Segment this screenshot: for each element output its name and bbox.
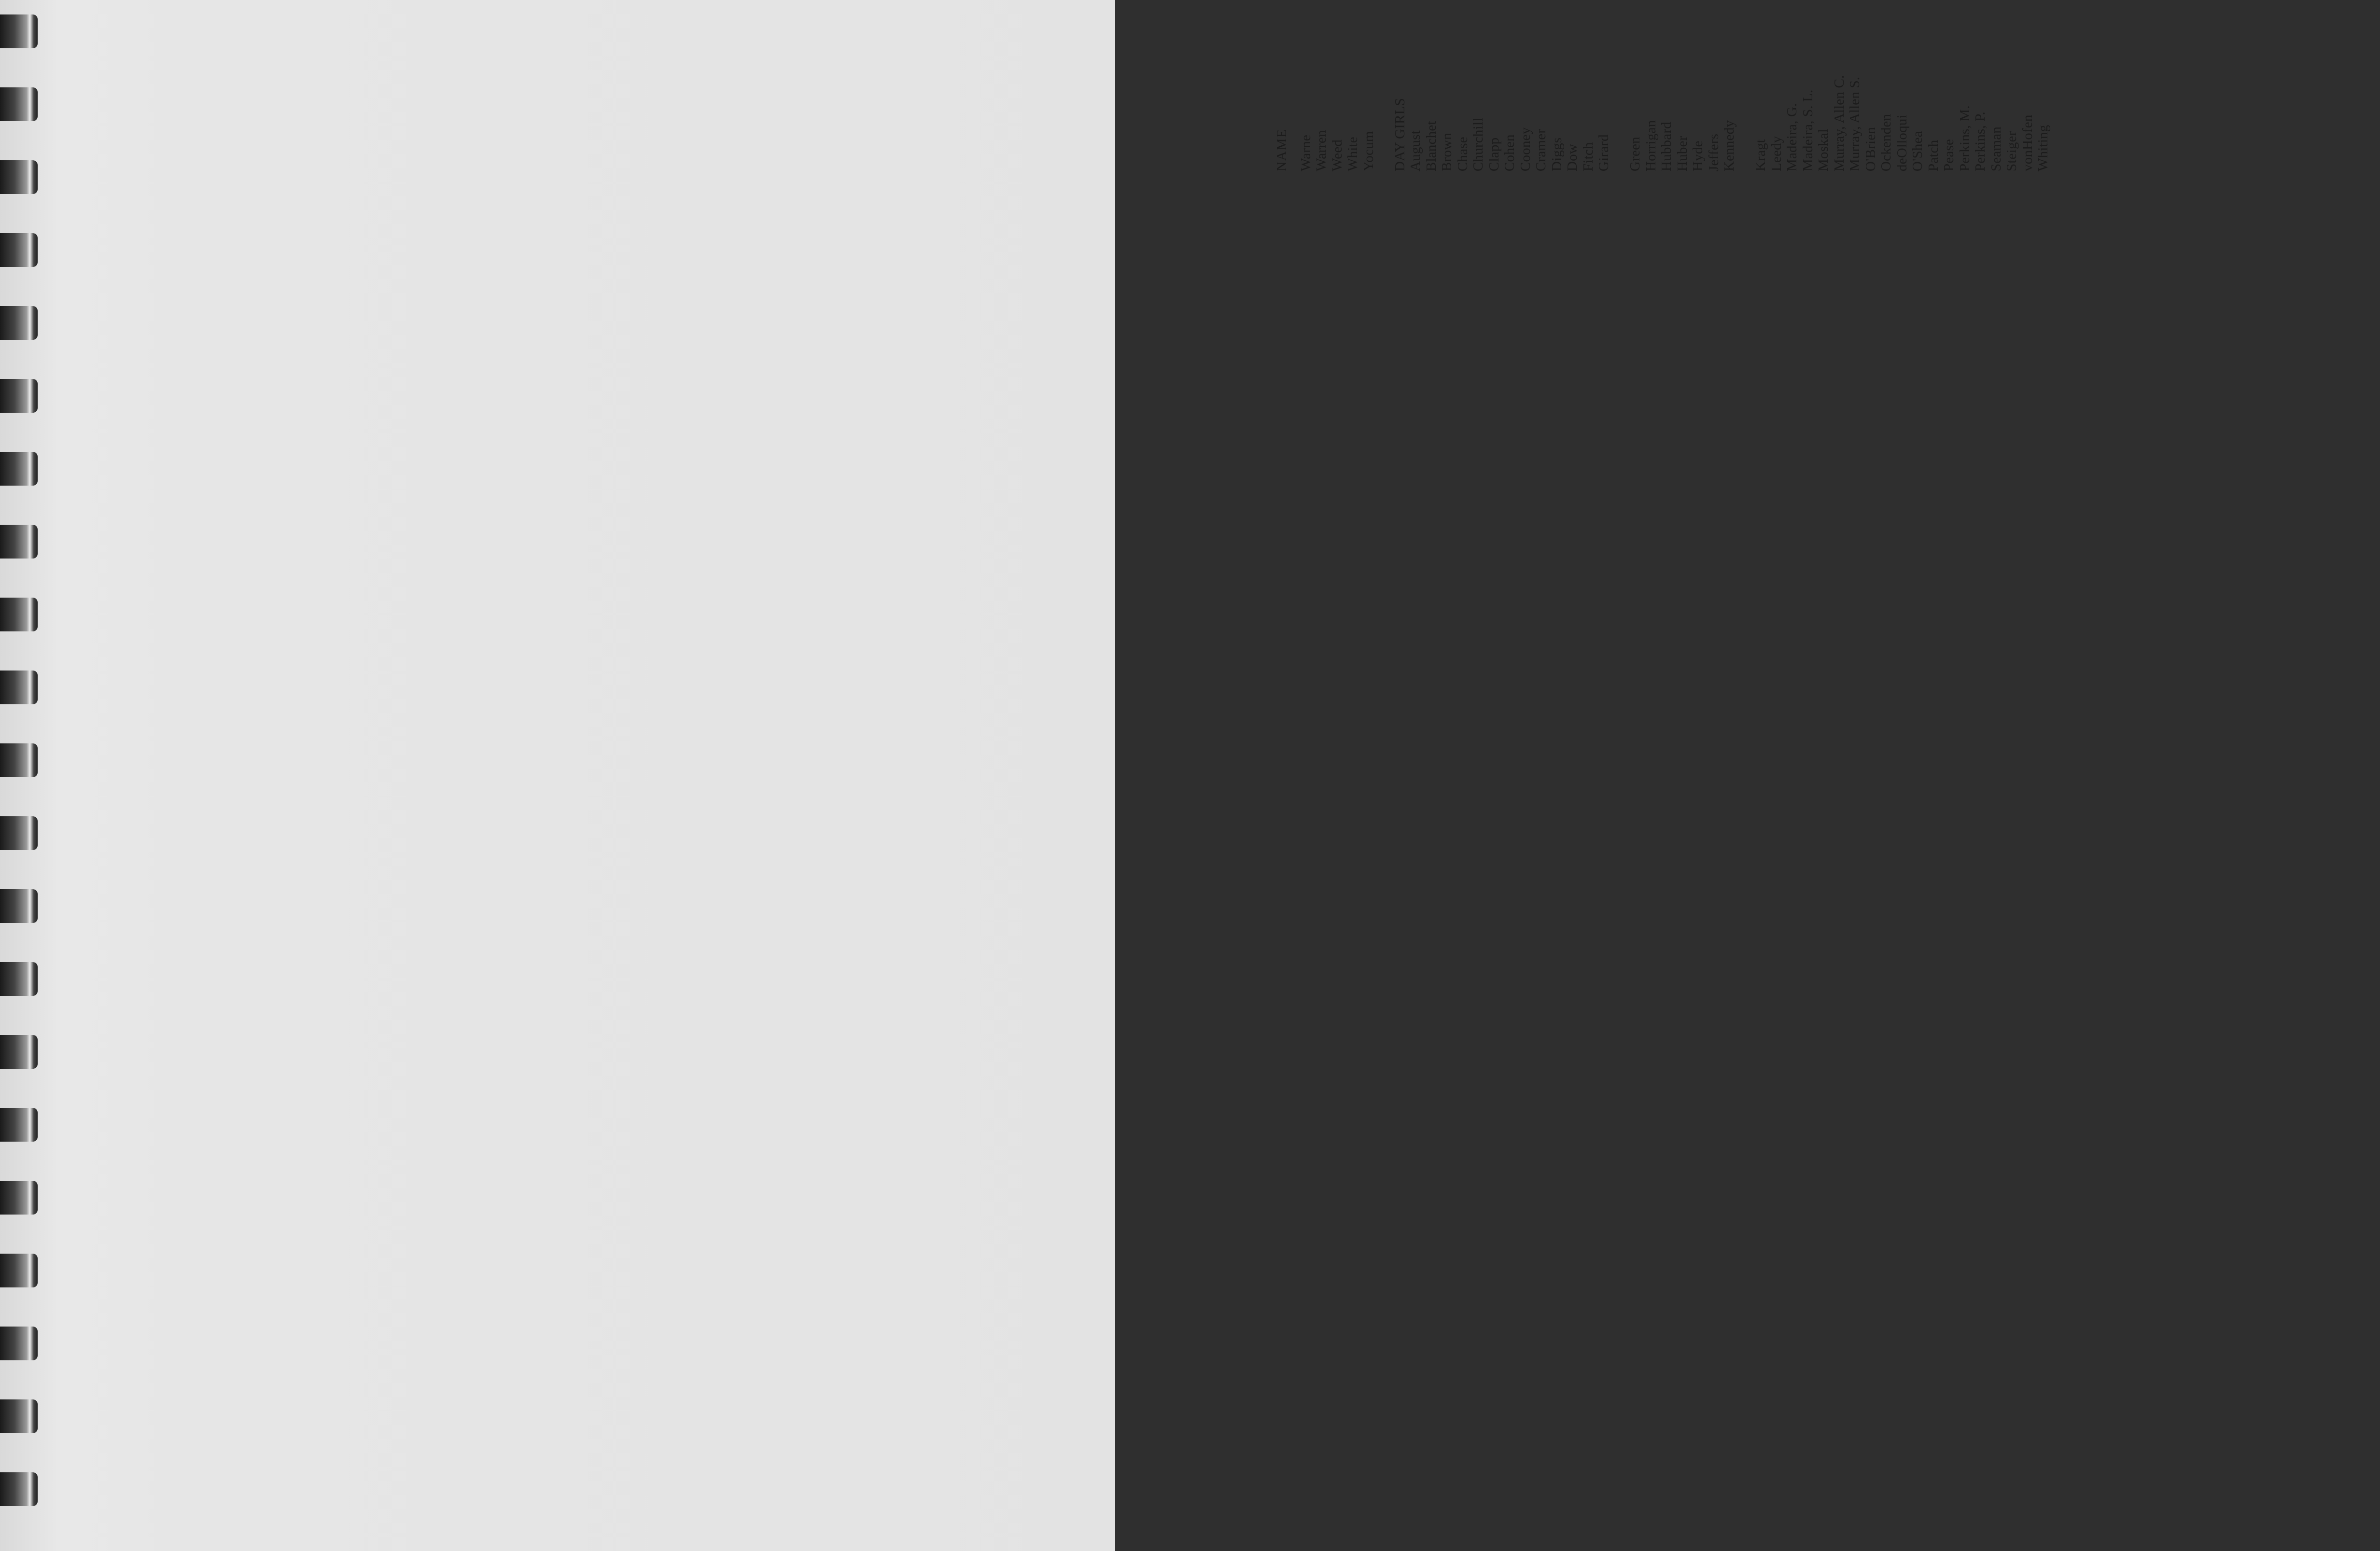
binding-ring <box>0 233 38 267</box>
binding-ring <box>0 87 38 121</box>
name-cell: deOlloqui <box>1894 114 1910 171</box>
binding-ring <box>0 816 38 850</box>
name-cell: O'Shea <box>1910 131 1925 171</box>
binding-ring <box>0 1108 38 1142</box>
name-cell: Churchill <box>1470 117 1486 171</box>
name-cell: Yocum <box>1360 131 1376 171</box>
name-cell: Murray, Allen S. <box>1847 76 1862 171</box>
name-cell: Chase <box>1455 137 1470 171</box>
name-cell: Cooney <box>1517 127 1533 171</box>
name-cell: Pease <box>1941 139 1957 171</box>
name-cell: Ockenden <box>1878 113 1894 171</box>
name-cell: Kragt <box>1753 139 1768 171</box>
binding-ring <box>0 598 38 631</box>
name-cell: Hubbard <box>1659 122 1674 171</box>
binding-ring <box>0 14 38 48</box>
name-cell: Perkins, M. <box>1957 105 1973 171</box>
name-cell: Girard <box>1596 134 1611 171</box>
binding-ring <box>0 306 38 340</box>
group1-names <box>1298 0 1377 171</box>
name-cell: Warren <box>1314 130 1329 171</box>
name-cell: Brown <box>1439 133 1455 171</box>
name-cell: White <box>1345 137 1360 171</box>
binding-ring <box>0 525 38 559</box>
group2-names <box>1408 0 1612 171</box>
header-name: NAME <box>1274 128 1289 171</box>
name-cell: Murray, Allen C. <box>1831 75 1847 171</box>
name-cell: August <box>1408 130 1423 171</box>
name-cell: Cramer <box>1533 128 1549 171</box>
column-name <box>1274 0 2051 171</box>
name-cell: Moskal <box>1816 128 1831 171</box>
name-cell: Huber <box>1674 136 1690 171</box>
name-cell: Madeira, G. <box>1784 103 1800 171</box>
spiral-binding <box>0 0 39 1551</box>
binding-ring <box>0 1035 38 1069</box>
binding-ring <box>0 1327 38 1360</box>
binding-ring <box>0 671 38 704</box>
binding-ring <box>0 743 38 777</box>
name-cell: O'Brien <box>1862 127 1878 171</box>
name-cell: Fitch <box>1580 142 1596 171</box>
name-cell: Kennedy <box>1722 120 1737 171</box>
name-cell: Perkins, P. <box>1973 112 1988 171</box>
binding-ring <box>0 160 38 194</box>
name-cell: Seaman <box>1988 126 2004 171</box>
name-cell: Steiger <box>2004 131 2019 171</box>
binding-ring <box>0 889 38 923</box>
name-cell: Blanchet <box>1423 121 1439 171</box>
rotated-class-table <box>1274 0 2380 171</box>
name-cell: Dow <box>1565 144 1580 171</box>
name-cell: Weed <box>1329 139 1345 171</box>
name-cell: Diggs <box>1549 137 1565 171</box>
binding-ring <box>0 1472 38 1506</box>
name-cell: Green <box>1627 137 1643 171</box>
binding-ring <box>0 1181 38 1215</box>
name-cell: Clapp <box>1486 137 1502 171</box>
name-cell: Hyde <box>1690 140 1706 171</box>
group3-names <box>1627 0 1737 171</box>
name-cell: Jeffers <box>1706 133 1722 171</box>
binding-ring <box>0 379 38 413</box>
binding-ring <box>0 1254 38 1287</box>
binding-ring <box>0 1399 38 1433</box>
name-cell: Leedy <box>1768 136 1784 171</box>
binding-ring <box>0 962 38 996</box>
name-cell: Patch <box>1925 140 1941 171</box>
name-cell: vonHofen <box>2019 114 2035 171</box>
name-cell: Horrigan <box>1643 120 1659 171</box>
name-cell: Whiting <box>2035 125 2051 171</box>
name-cell: Madeira, S. L. <box>1800 89 1816 171</box>
group4-names <box>1753 0 2051 171</box>
section-day-girls: DAY GIRLS <box>1392 98 1408 171</box>
binding-ring <box>0 452 38 486</box>
name-cell: Cohen <box>1502 134 1517 171</box>
name-cell: Warne <box>1298 135 1314 171</box>
